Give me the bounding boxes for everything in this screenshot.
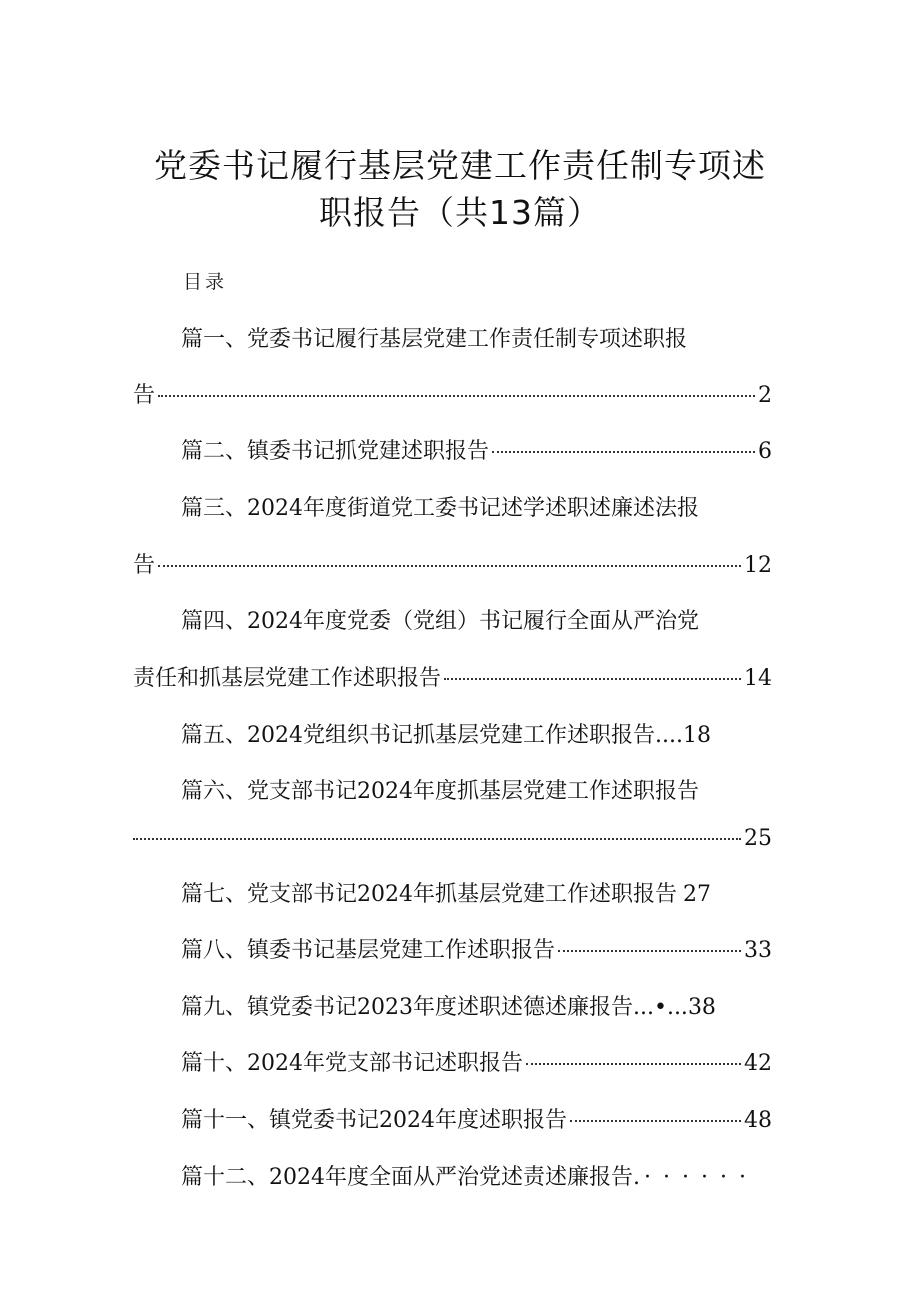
toc-entry-1-title-cont: 告 <box>133 383 156 408</box>
toc-entry-6-line-1[interactable] <box>181 774 699 808</box>
toc-leader-dots <box>492 451 755 453</box>
toc-entry-8-page: 33 <box>744 938 772 963</box>
toc-entry-12[interactable] <box>181 1160 758 1194</box>
toc-entry-1-line-2[interactable] <box>133 378 772 412</box>
toc-leader-dots <box>558 950 741 952</box>
toc-entry-3-title-cont: 告 <box>133 553 156 578</box>
toc-entry-11[interactable] <box>181 1103 772 1137</box>
toc-entry-1-line-1[interactable] <box>181 322 687 356</box>
toc-leader-dots <box>570 1120 741 1122</box>
toc-entry-1-title: 篇一、党委书记履行基层党建工作责任制专项述职报 <box>181 327 688 352</box>
toc-entry-4-title-cont: 责任和抓基层党建工作述职报告 <box>133 666 442 691</box>
toc-entry-3-line-1[interactable] <box>181 491 699 525</box>
toc-entry-5[interactable] <box>181 718 711 752</box>
toc-entry-12-title: 篇十二、2024年度全面从严治党述责述廉报告. <box>181 1165 640 1190</box>
toc-heading: 目录 <box>183 271 228 293</box>
toc-entry-9-page: 38 <box>687 995 716 1020</box>
document-title-line-2: 职报告（共13篇） <box>319 193 601 232</box>
toc-entry-12-trailing-dots: ······ <box>643 1165 758 1190</box>
toc-entry-7-title: 篇七、党支部书记2024年抓基层党建工作述职报告 <box>181 882 677 907</box>
toc-entry-10[interactable] <box>181 1046 772 1080</box>
toc-entry-4-line-1[interactable] <box>181 604 699 638</box>
toc-entry-4-line-2[interactable] <box>133 661 772 695</box>
toc-entry-9[interactable] <box>181 990 716 1024</box>
toc-leader-dots <box>158 395 755 397</box>
toc-leader-dots <box>444 678 741 680</box>
toc-entry-7-page: 27 <box>683 882 711 907</box>
document-title-line-1: 党委书记履行基层党建工作责任制专项述 <box>154 146 766 185</box>
toc-entry-6-line-2[interactable] <box>133 826 772 860</box>
toc-entry-6-page: 25 <box>744 826 772 851</box>
toc-entry-7[interactable] <box>181 877 711 911</box>
toc-entry-5-title: 篇五、2024党组织书记抓基层党建工作述职报告.... <box>181 723 683 748</box>
toc-entry-8[interactable] <box>181 933 772 967</box>
toc-entry-3-line-2[interactable] <box>133 548 772 582</box>
toc-entry-3-page: 12 <box>744 553 772 578</box>
toc-entry-4-title: 篇四、2024年度党委（党组）书记履行全面从严治党 <box>181 609 699 634</box>
toc-entry-11-title: 篇十一、镇党委书记2024年度述职报告 <box>181 1108 567 1133</box>
toc-leader-dots <box>158 565 741 567</box>
toc-entry-9-title: 篇九、镇党委书记2023年度述职述德述廉报告...•... <box>181 995 688 1020</box>
toc-entry-6-title: 篇六、党支部书记2024年度抓基层党建工作述职报告 <box>181 779 699 804</box>
toc-entry-11-page: 48 <box>744 1108 772 1133</box>
toc-entry-8-title: 篇八、镇委书记基层党建工作述职报告 <box>181 938 556 963</box>
toc-entry-4-page: 14 <box>744 666 772 691</box>
toc-entry-10-page: 42 <box>744 1051 772 1076</box>
toc-entry-10-title: 篇十、2024年党支部书记述职报告 <box>181 1051 523 1076</box>
toc-entry-3-title: 篇三、2024年度街道党工委书记述学述职述廉述法报 <box>181 496 699 521</box>
toc-entry-2-title: 篇二、镇委书记抓党建述职报告 <box>181 439 490 464</box>
toc-entry-2[interactable] <box>181 434 772 468</box>
toc-leader-dots <box>526 1063 741 1065</box>
toc-leader-dots <box>133 838 741 840</box>
toc-entry-1-page: 2 <box>758 383 772 408</box>
toc-entry-2-page: 6 <box>758 439 772 464</box>
toc-entry-5-page: 18 <box>682 723 711 748</box>
